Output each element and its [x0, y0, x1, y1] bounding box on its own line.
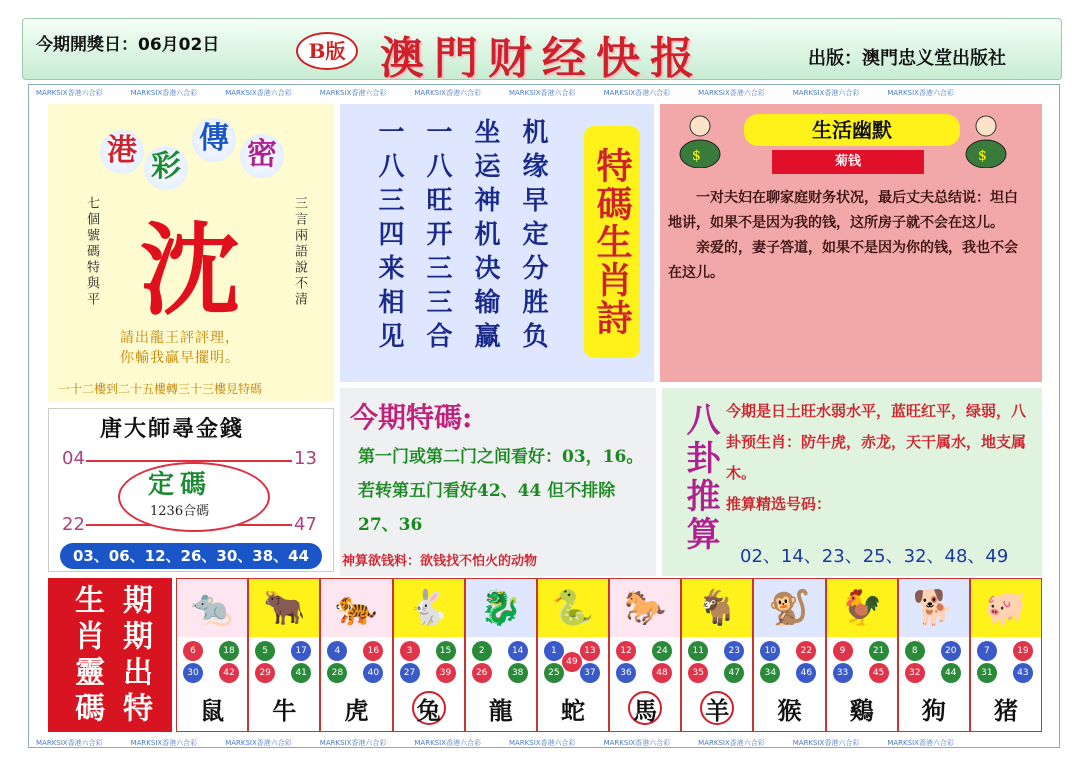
- number-ball: 34: [760, 663, 780, 683]
- humor-paragraph-1: 一对夫妇在聊家庭财务状况，最后丈夫总结说：坦白地讲，如果不是因为我的钱，这所房子就不会在这儿。: [668, 190, 1018, 231]
- version-badge: B版: [296, 32, 358, 70]
- zodiac-name-text: 蛇: [560, 695, 585, 725]
- humor-paragraph-2: 亲爱的，妻子答道，如果不是因为你的钱，我也不会在这儿。: [668, 240, 1018, 281]
- zodiac-cell-3: [393, 578, 465, 732]
- rat-icon: 🐀: [177, 579, 247, 637]
- corner-number-bl: 22: [62, 514, 85, 535]
- zodiac-name: [971, 687, 1041, 729]
- marksix-watermark: MARKSIX香港六合彩: [414, 739, 481, 747]
- number-ball: 4: [327, 641, 347, 661]
- zodiac-cell-5: [537, 578, 609, 732]
- marksix-watermark: MARKSIX香港六合彩: [698, 739, 765, 747]
- zodiac-name: [177, 687, 247, 729]
- zodiac-balls: [249, 637, 319, 687]
- number-ball: 35: [688, 663, 708, 683]
- svg-text:$: $: [978, 148, 987, 164]
- number-ball: 12: [616, 641, 636, 661]
- zodiac-balls: [827, 637, 897, 687]
- svg-text:$: $: [692, 148, 701, 164]
- featured-character: 沈: [140, 211, 240, 329]
- zodiac-grid: [176, 578, 1042, 732]
- number-ball: 3: [400, 641, 420, 661]
- number-ball: 16: [363, 641, 383, 661]
- money-bag-icon: [962, 112, 1010, 164]
- poem-column-4: 机缘早定分胜负: [518, 118, 548, 356]
- marksix-watermark: MARKSIX香港六合彩: [130, 89, 198, 97]
- zodiac-name-text: 牛: [272, 695, 297, 725]
- left-vertical-text: 七個號碼特與平: [84, 196, 99, 308]
- number-ball: 41: [291, 663, 311, 683]
- poem-column-3: 坐运神机决输赢: [470, 118, 500, 356]
- marksix-watermark: MARKSIX香港六合彩: [887, 739, 954, 747]
- zodiac-balls: [321, 637, 391, 687]
- number-ball: 15: [436, 641, 456, 661]
- marksix-watermark: MARKSIX香港六合彩: [36, 89, 103, 97]
- number-ball: 9: [833, 641, 853, 661]
- logo-char-4: 密: [240, 134, 284, 178]
- zodiac-balls: [394, 637, 464, 687]
- zodiac-name-text: 馬: [628, 691, 662, 725]
- marksix-watermark: MARKSIX香港六合彩: [792, 89, 860, 97]
- marksix-watermark: MARKSIX香港六合彩: [508, 739, 576, 747]
- number-ball: 38: [508, 663, 528, 683]
- number-ball: 48: [652, 663, 672, 683]
- zodiac-name: [538, 687, 608, 729]
- number-ball: 21: [869, 641, 889, 661]
- dragon-icon: 🐉: [466, 579, 536, 637]
- number-ball: 26: [472, 663, 492, 683]
- zodiac-name: [249, 687, 319, 729]
- logo: [100, 118, 290, 184]
- marksix-watermark: MARKSIX香港六合彩: [603, 89, 671, 97]
- zodiac-balls: [538, 637, 608, 687]
- zodiac-name-text: 龍: [488, 695, 513, 725]
- money-bag-icon: [676, 112, 724, 164]
- zodiac-name-text: 兔: [412, 691, 446, 725]
- zodiac-name-text: 虎: [344, 695, 369, 725]
- combo-label: 1236合碼: [150, 500, 209, 519]
- marksix-border-bottom: [36, 738, 1052, 748]
- number-ball: 7: [977, 641, 997, 661]
- zodiac-balls: [177, 637, 247, 687]
- number-ball: 46: [796, 663, 816, 683]
- zodiac-cell-0: [176, 578, 248, 732]
- snake-icon: 🐍: [538, 579, 608, 637]
- marksix-watermark: MARKSIX香港六合彩: [792, 739, 860, 747]
- marksix-watermark: MARKSIX香港六合彩: [319, 89, 387, 97]
- marksix-watermark: MARKSIX香港六合彩: [319, 739, 387, 747]
- number-ball: 47: [724, 663, 744, 683]
- number-ball: 40: [363, 663, 383, 683]
- zodiac-cell-6: [609, 578, 681, 732]
- zodiac-balls: [754, 637, 824, 687]
- bagua-title: 八卦推算: [680, 402, 720, 554]
- number-ball: 27: [400, 663, 420, 683]
- pig-icon: 🐖: [971, 579, 1041, 637]
- marksix-watermark: MARKSIX香港六合彩: [603, 739, 671, 747]
- number-ball: 42: [219, 663, 239, 683]
- corner-number-tr: 13: [294, 448, 317, 469]
- floor-tagline: 一十二樓到二十五樓轉三十三樓見特碼: [58, 382, 263, 396]
- humor-subtitle: 菊钱: [772, 150, 924, 174]
- zodiac-name-text: 猴: [777, 695, 802, 725]
- zodiac-cell-1: [248, 578, 320, 732]
- number-ball: 29: [255, 663, 275, 683]
- tiger-icon: 🐅: [321, 579, 391, 637]
- left-poem-line-1: 請出龍王評評理，: [120, 330, 240, 346]
- zodiac-cell-10: [898, 578, 970, 732]
- number-ball: 20: [941, 641, 961, 661]
- zodiac-balls: [682, 637, 752, 687]
- recommended-numbers: 03、06、12、26、30、38、44: [60, 543, 322, 569]
- logo-char-2: 彩: [144, 146, 188, 190]
- number-ball: 30: [183, 663, 203, 683]
- zodiac-cell-9: [826, 578, 898, 732]
- zodiac-name: [466, 687, 536, 729]
- zodiac-name-text: 鷄: [849, 695, 874, 725]
- number-ball: 1: [544, 641, 564, 661]
- marksix-watermark: MARKSIX香港六合彩: [36, 739, 103, 747]
- today-special-text: 第一门或第二门之间看好：03，16。若转第五门看好42、44 但不排除27、36: [358, 447, 644, 535]
- marksix-watermark: MARKSIX香港六合彩: [698, 89, 765, 97]
- bagua-text: [726, 396, 1036, 520]
- page-title: 澳門财经快报: [380, 33, 704, 84]
- logo-char-1: 港: [100, 130, 144, 174]
- number-ball: 23: [724, 641, 744, 661]
- zodiac-cell-11: [970, 578, 1042, 732]
- number-ball: 33: [833, 663, 853, 683]
- number-ball: 13: [580, 641, 600, 661]
- corner-number-br: 47: [294, 514, 317, 535]
- zodiac-name: [321, 687, 391, 729]
- number-ball: 25: [544, 663, 564, 683]
- zodiac-name-text: 猪: [993, 695, 1018, 725]
- number-ball: 43: [1013, 663, 1033, 683]
- number-ball: 5: [255, 641, 275, 661]
- marksix-border-top: [36, 88, 1052, 98]
- number-ball: 32: [905, 663, 925, 683]
- dog-icon: 🐕: [899, 579, 969, 637]
- logo-char-3: 傳: [192, 118, 236, 162]
- zodiac-cell-2: [320, 578, 392, 732]
- publisher: 出版：澳門忠义堂出版社: [808, 48, 1006, 69]
- marksix-watermark: MARKSIX香港六合彩: [225, 89, 292, 97]
- number-ball: 8: [905, 641, 925, 661]
- number-ball: 10: [760, 641, 780, 661]
- zodiac-cell-8: [753, 578, 825, 732]
- marksix-watermark: MARKSIX香港六合彩: [414, 89, 481, 97]
- bagua-numbers: 02、14、23、25、32、48、49: [740, 546, 1009, 567]
- zodiac-name: [754, 687, 824, 729]
- zodiac-name: [899, 687, 969, 729]
- ox-icon: 🐂: [249, 579, 319, 637]
- bagua-paragraph: 今期是日土旺水弱水平，蓝旺红平，绿弱，八卦预生肖：防牛虎，赤龙，天干属水，地支属木。: [726, 402, 1027, 482]
- master-title: 唐大師尋金錢: [100, 416, 245, 442]
- zodiac-name: [827, 687, 897, 729]
- poem-column-1: 一八三四来相见: [374, 118, 404, 356]
- rooster-icon: 🐓: [827, 579, 897, 637]
- zodiac-balls: [899, 637, 969, 687]
- zodiac-name-text: 狗: [921, 695, 946, 725]
- marksix-watermark: MARKSIX香港六合彩: [130, 739, 198, 747]
- draw-date: 今期開獎日：06月02日: [36, 35, 220, 55]
- number-ball: 31: [977, 663, 997, 683]
- zodiac-name: [610, 687, 680, 729]
- zodiac-balls: [971, 637, 1041, 687]
- corner-number-tl: 04: [62, 448, 85, 469]
- number-ball: 28: [327, 663, 347, 683]
- zodiac-balls: [466, 637, 536, 687]
- humor-text: [668, 186, 1028, 286]
- number-ball: 2: [472, 641, 492, 661]
- poem-column-2: 一八旺开三三合: [422, 118, 452, 356]
- marksix-watermark: MARKSIX香港六合彩: [508, 89, 576, 97]
- number-ball: 37: [580, 663, 600, 683]
- dingma-label: 定碼: [148, 470, 213, 500]
- zodiac-name: [394, 687, 464, 729]
- bagua-numbers-label: 推算精选号码：: [726, 495, 832, 513]
- number-ball: 22: [796, 641, 816, 661]
- marksix-watermark: MARKSIX香港六合彩: [225, 739, 292, 747]
- number-ball: 44: [941, 663, 961, 683]
- number-ball: 14: [508, 641, 528, 661]
- zodiac-name-text: 羊: [700, 691, 734, 725]
- zodiac-cell-7: [681, 578, 753, 732]
- today-special-title: 今期特碼:: [350, 401, 473, 434]
- number-ball: 6: [183, 641, 203, 661]
- zodiac-balls: [610, 637, 680, 687]
- number-ball: 18: [219, 641, 239, 661]
- zodiac-label-col-2: 期期出特: [117, 584, 152, 728]
- horse-icon: 🐎: [610, 579, 680, 637]
- number-ball: 36: [616, 663, 636, 683]
- number-ball: 24: [652, 641, 672, 661]
- zodiac-name: [682, 687, 752, 729]
- number-ball: 39: [436, 663, 456, 683]
- left-poem-line-2: 你輸我贏早擺明。: [120, 350, 240, 366]
- number-ball: 17: [291, 641, 311, 661]
- number-ball: 19: [1013, 641, 1033, 661]
- number-ball: 45: [869, 663, 889, 683]
- left-poem: [120, 328, 240, 368]
- number-ball: 49: [562, 652, 582, 672]
- zodiac-label-col-1: 生肖靈碼: [69, 584, 104, 728]
- number-ball: 11: [688, 641, 708, 661]
- humor-title: 生活幽默: [744, 114, 960, 146]
- monkey-icon: 🐒: [754, 579, 824, 637]
- marksix-watermark: MARKSIX香港六合彩: [887, 89, 954, 97]
- goat-icon: 🐐: [682, 579, 752, 637]
- zodiac-name-text: 鼠: [200, 695, 225, 725]
- rabbit-icon: 🐇: [394, 579, 464, 637]
- zodiac-cell-4: [465, 578, 537, 732]
- right-vertical-text: 三言兩語說不清: [292, 196, 307, 308]
- poem-title-box: 特碼生肖詩: [584, 126, 640, 358]
- riddle-text: 神算欲钱料：欲钱找不怕火的动物: [342, 554, 538, 569]
